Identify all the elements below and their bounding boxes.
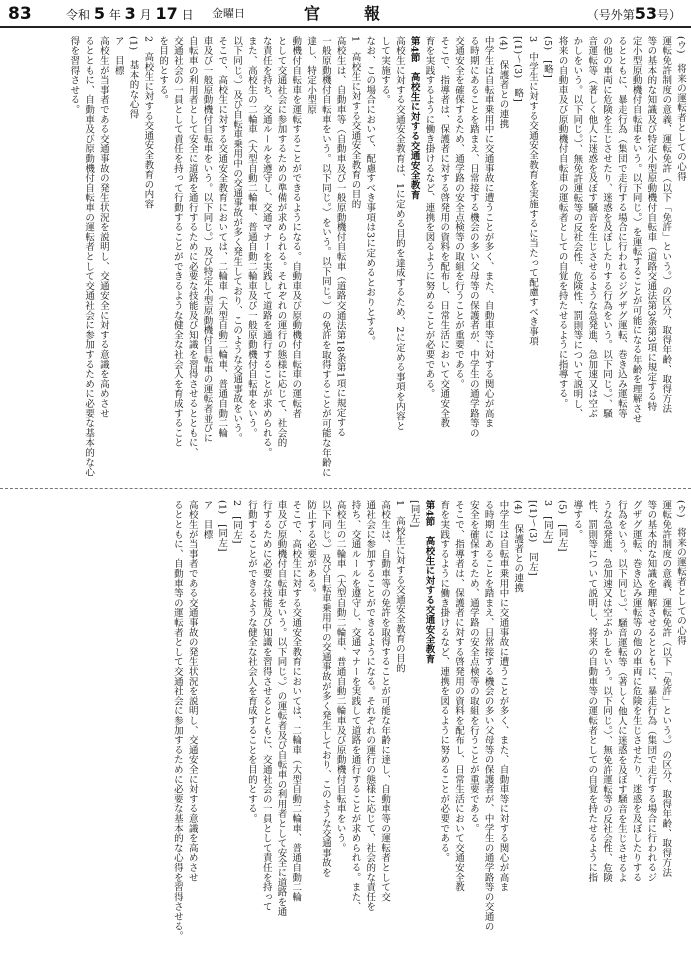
lower-text-column: 中学生は自転車乗用中に交通事故に遭うことが多く、また、自動車等に対する関心が高ま <box>497 500 509 892</box>
year-unit: 年 <box>108 8 121 22</box>
lower-text-column: うな急発進、急加速又は空ぶかしをいう。以下同じ。）、無免許運転等の反社会性、危険 <box>601 500 613 883</box>
lower-text-column: [同左] <box>408 500 420 528</box>
lower-text-column: 導する。 <box>571 500 583 540</box>
upper-text-column: るとともに、暴走行為（集団で走行する場合に行われるジグザグ運転、巻き込み運転等 <box>615 36 627 419</box>
lower-text-column: (5) [同左] <box>556 500 568 552</box>
upper-text-column: かしをいう。以下同じ。）、無免許運転等の反社会性、危険性、罰則等について説明し、 <box>571 36 583 419</box>
upper-text-column: を目的とする。 <box>157 36 169 105</box>
lower-text-column: そこで、高校生に対する交通安全教育においては、二輪車（大型自動二輪車、普通自動二輪 <box>290 500 302 902</box>
lower-text-column: (ウ) 将来の運転者としての心得 <box>675 500 686 646</box>
month-unit: 月 <box>139 8 152 22</box>
upper-text-column: (4) 保護者との連携 <box>497 36 509 129</box>
upper-text-column: 得を習得させる。 <box>68 36 80 115</box>
upper-text-column: 以下同じ。）及び自転車乗用中の交通事故が多く発生しており、このような交通事故をいう。 <box>231 36 243 443</box>
upper-text-column: 高校生は、自動車等（自動車及び一般原動機付自転車（道路交通法第18条第1項に規定する <box>334 36 346 438</box>
upper-text-column: そこで、高校生に対する交通安全教育においては、二輪車（大型自動二輪車、普通自動二輪 <box>216 36 228 438</box>
lower-text-column: るとともに、自動車等の運転者として交通社会に参加するために必要な基本的な心得を習得させる。 <box>171 500 183 941</box>
upper-text-column: 車及び一般原動機付自転車をいう。以下同じ。）及び特定小型原動機付自転車の運転者並びに <box>201 36 213 443</box>
upper-text-column: 高校生に対する交通安全教育は、1に定める目的を達成するため、2に定める事項を内容と <box>393 36 405 431</box>
era: 令和 <box>66 8 91 22</box>
lower-text-column: 高校生は、自動車等の免許を取得することが可能な年齢に達し、自動車等の運転者として交 <box>379 500 391 902</box>
lower-text-column: (4) 保護者との連携 <box>512 500 524 593</box>
issue-number-value: 53 <box>634 4 657 23</box>
upper-text-column: 音運転等（著しく他人に迷惑を及ぼす騒音を生じさせるような急発進、急加速又は空ぶ <box>586 36 598 419</box>
page-header <box>0 0 691 28</box>
issue-number <box>587 4 681 25</box>
upper-text-column: る時期にあることを踏まえ、日常接する機会の多い父母等の保護者が、中学生の通学路等の <box>467 36 479 438</box>
upper-text-column: 1 高校生に対する交通安全教育の目的 <box>349 36 361 209</box>
revised-text-section <box>4 36 687 482</box>
lower-text-column: 行為をいう。以下同じ。）、騒音運転等（著しく他人に迷惑を及ぼす騒音を生じさせるよ <box>615 500 627 883</box>
issue-prefix: （号外第 <box>586 8 635 22</box>
upper-text-column: [(1)～(3) 略] <box>512 36 524 103</box>
lower-text-column: 2 [同左] <box>231 500 243 544</box>
date-month: 3 <box>124 4 136 23</box>
issue-date <box>66 4 194 25</box>
upper-text-column: 育を実践するように働き掛けるなど、連携を図るように努めることが必要である。 <box>423 36 435 399</box>
upper-text-column: 動機付自転車を運転することができるようになる。自動車及び原動機付自転車の運転者 <box>290 36 302 419</box>
lower-text-column: 以下同じ。）及び自転車乗用中の交通事故が多く発生しており、このような交通事故を <box>319 500 331 878</box>
lower-text-column: [(1)～(3) 同左] <box>527 500 539 576</box>
upper-text-column: 第4節 高校生に対する交通安全教育 <box>408 36 420 200</box>
upper-text-column: ア 目標 <box>112 36 124 76</box>
upper-text-column: 将来の自動車及び原動機付自転車の運転者としての自覚を持たせるように指導する。 <box>556 36 568 409</box>
lower-text-column: 等の基本的な知識を理解させるとともに、暴走行為（集団で走行する場合に行われるジ <box>645 500 657 883</box>
section-divider <box>0 488 691 489</box>
upper-text-column: 等の基本的な知識及び特定小型原動機付自転車（道路交通法第3条第3項に規定する特 <box>645 36 657 412</box>
upper-text-column: (1) 基本的な心得 <box>127 36 139 119</box>
lower-text-column: 防止する必要がある。 <box>305 500 317 598</box>
lower-text-column: 安全を確保するため、通学路の安全点検等の取組を行うことが重要である。 <box>467 500 479 834</box>
upper-text-column: そこで、指導者は、保護者に対する啓発用の資料を配布し、日常生活において交通安全教 <box>438 36 450 428</box>
upper-text-column: また、高校生の二輪車（大型自動二輪車、普通自動二輪車及び一般原動機付自転車をいう。 <box>245 36 257 438</box>
lower-text-column: グザグ運転、巻き込み運転等の他の車両に危険を生じさせたり、迷惑を及ぼしたりする <box>630 500 642 883</box>
date-year: 5 <box>93 4 105 23</box>
lower-text-column: 行するために必要な技能及び知識を習得させるとともに、交通社会の一員として責任を持って <box>260 500 272 912</box>
page-number: 83 <box>8 4 32 24</box>
upper-text-column: 一般原動機付自転車をいう。以下同じ。）をいう。以下同じ。）の免許を取得することが可能な年齢に達し、特定小型原 <box>305 36 331 478</box>
day-unit: 日 <box>181 8 194 22</box>
lower-text-column: 行動することができるような健全な社会人を育成することを目的とする。 <box>245 500 257 824</box>
lower-text-column: 3 [同左] <box>541 500 553 544</box>
upper-text-column: るとともに、自動車及び原動機付自転車の運転者として交通社会に参加するために必要な基本的な心 <box>83 36 95 477</box>
issue-suffix: 号） <box>656 8 681 22</box>
upper-text-column: な責任を持ち、交通ルールを遵守し、交通マナーを実践して道路を通行することが求められる。 <box>260 36 272 458</box>
upper-text-column: 定小型原動機付自転車をいう。以下同じ。）を運転することが可能になる年齢を理解させ <box>630 36 642 424</box>
upper-text-column: (5) [略] <box>541 36 553 78</box>
date-day: 17 <box>155 4 178 23</box>
weekday: 金曜日 <box>212 7 245 20</box>
lower-text-column: 運転免許制度の意義、運転免許（以下「免許」という。）の区分、取得年齢、取得方法 <box>660 500 672 878</box>
lower-text-column: 第4節 高校生に対する交通安全教育 <box>423 500 435 664</box>
lower-text-column: 性、罰則等について説明し、将来の自動車等の運転者としての自覚を持たせるように指 <box>586 500 598 883</box>
lower-text-column: 高校生の二輪車（大型自動二輪車、普通自動二輪車及び原動機付自転車をいう。 <box>334 500 346 853</box>
lower-text-column: そこで、指導者は、保護者に対する啓発用の資料を配布し、日常生活において交通安全教 <box>453 500 465 892</box>
upper-text-column: して実施する。 <box>379 36 391 105</box>
upper-text-column: 運転免許制度の意義、運転免許（以下「免許」という。）の区分、取得年齢、取得方法 <box>660 36 672 414</box>
upper-text-column: 高校生が当事者である交通事故の発生状況を説明し、交通安全に対する意識を高めさせ <box>97 36 109 419</box>
upper-text-column: 2 高校生に対する交通安全教育の内容 <box>142 36 154 209</box>
upper-text-column: (ウ) 将来の運転者としての心得 <box>675 36 686 182</box>
lower-text-column: 通社会に参加することができるようになる。それぞれの運行の態様に応じて、社会的な責任を <box>364 500 376 912</box>
publication-title: 官報 <box>304 4 425 23</box>
lower-text-column: 持ち、交通ルールを遵守し、交通マナーを実践して道路を通行することが求められる。また、 <box>349 500 361 912</box>
upper-text-column: なお、この場合において、配慮すべき事項は3に定めるとおりとする。 <box>364 36 376 347</box>
upper-text-column: として交通社会に参加するための準備が求められる。それぞれの運行の態様に応じて、社会的 <box>275 36 287 448</box>
lower-text-column: 高校生が当事者である交通事故の発生状況を説明し、交通安全に対する意識を高めさせ <box>186 500 198 883</box>
upper-text-column: 3 中学生に対する交通安全教育を実施するに当たって配慮すべき事項 <box>527 36 539 347</box>
lower-text-column: 1 高校生に対する交通安全教育の目的 <box>393 500 405 673</box>
upper-text-column: の他の車両に危険を生じさせたり、迷惑を及ぼしたりする行為をいう。以下同じ。）、騒 <box>601 36 613 419</box>
upper-text-column: 交通安全を確保するため、通学路の安全点検等の取組を行うことが重要である。 <box>453 36 465 389</box>
lower-text-column: 車及び原動機付自転車をいう。以下同じ。）の運転者及び自転車の利用者として安全に道路を通 <box>275 500 287 917</box>
lower-text-column: (1) [同左] <box>216 500 228 552</box>
upper-text-column: 自転車の利用者として安全に道路を通行するために必要な技能及び知識を習得させるとともに、 <box>186 36 198 458</box>
lower-text-column: ア 目標 <box>201 500 213 540</box>
upper-text-column: 交通社会の一員として責任を持って行動することができるような健全な社会人を育成すること <box>171 36 183 448</box>
original-text-section <box>4 500 687 960</box>
lower-text-column: 育を実践するように働き掛けるなど、連携を図るように努めることが必要である。 <box>438 500 450 863</box>
upper-text-column: 中学生は自転車乗用中に交通事故に遭うことが多く、また、自動車等に対する関心が高ま <box>482 36 494 428</box>
lower-text-column: る時期にあることを踏まえ、日常接する機会の多い父母等の保護者が、中学生の通学路等の交通の <box>482 500 494 932</box>
